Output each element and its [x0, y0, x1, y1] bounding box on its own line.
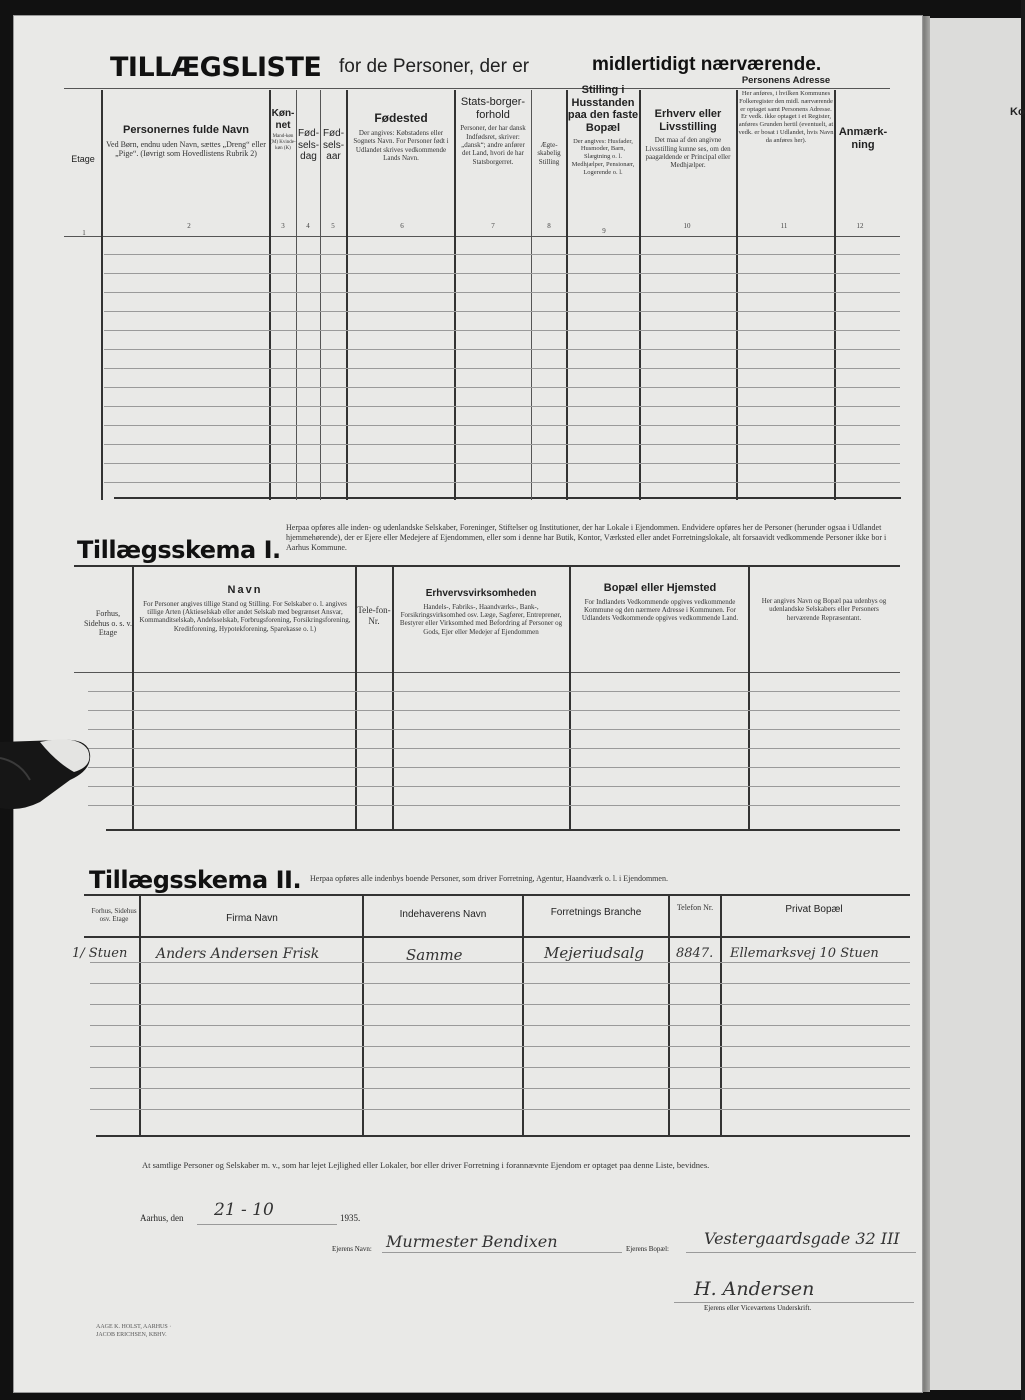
col-num: 9	[602, 227, 606, 235]
s1-col-telefon: Tele-fon-Nr.	[357, 605, 391, 626]
rule	[736, 90, 738, 500]
rule	[569, 567, 571, 831]
col-fodselsaar: Fød-sels-aar	[322, 128, 345, 162]
col-num: 3	[281, 222, 285, 230]
rule	[88, 710, 900, 711]
skema1-intro: Herpaa opføres alle inden- og udenlandske Selskaber, Foreninger, Stiftelser og Institutioner, der har Lokale i Ejendommen. Endvidere opføres her de Personer (herunder ogsaa i Udlandet hjemmehørende), der er Ejere eller Medejere af Ejendommen, eller som i denne har Butik, Kontor, Værksted eller andet Forretningslokale, alt forsaavidt vedkommende Personer ikke bor i Aarhus Kommune.	[286, 523, 887, 552]
rule	[104, 425, 900, 426]
rule	[64, 236, 900, 237]
s2-col-branche: Forretnings Branche	[550, 907, 642, 918]
skema1-title: Tillægsskema I.	[77, 536, 281, 564]
main-title: TILLÆGSLISTE	[110, 52, 322, 83]
col-fodested: Fødested Der angives: Købstadens eller Sognets Navn. For Personer født i Udlandet skrives vedkommende Lands Navn.	[353, 111, 449, 162]
col-erhverv: Erhverv eller Livsstilling Det maa af den angivne Livsstilling kunne ses, om den paagældende er Principal eller Medhjælper.	[645, 108, 731, 170]
s1-col-navn: Navn For Personer angives tillige Stand og Stilling. For Selskaber o. l. angives tillige Arten (Aktieselskab eller andet Selskab med begrænset Ansvar, Kommanditselskab, Andelsselskab, Forbrugsforening, Forsikringsforening, Kreditforening, Hypotekforening, Sparekasse o. l.)	[139, 584, 351, 633]
rule	[106, 829, 900, 831]
col-kon: Køn-net Mand-køn (M) Kvinde-køn (K)	[270, 108, 296, 151]
owner-address-hand: Vestergaardsgade 32 III	[704, 1229, 900, 1248]
skema2-intro: Herpaa opføres alle indenbys boende Personer, som driver Forretning, Agentur, Haandværk o. l. i Ejendommen.	[310, 874, 668, 883]
rule	[197, 1224, 337, 1225]
s1-col-repraesentant: Her angives Navn og Bopæl paa udenbys og udenlandske Selskabers eller Personers herværende Repræsentant.	[761, 597, 887, 622]
s2-row-indehaver: Samme	[406, 946, 463, 964]
rule	[362, 896, 364, 1137]
col-stilling: Stilling i Husstanden paa den faste Bopæl Der angives: Husfader, Husmoder, Barn, Slægtning o. l. Medhjælper, Pensionær, Logerende o. l.	[567, 84, 639, 176]
place-label: Aarhus, den	[140, 1213, 184, 1223]
col-num: 8	[547, 222, 551, 230]
rule	[104, 292, 900, 293]
rule	[88, 767, 900, 768]
s2-row-branche: Mejeriudsalg	[544, 944, 645, 962]
rule	[686, 1252, 916, 1253]
rule	[104, 368, 900, 369]
rule	[104, 406, 900, 407]
rule	[90, 962, 910, 963]
rule	[720, 896, 722, 1137]
declaration: At samtlige Personer og Selskaber m. v., som har lejet Lejlighed eller Lokaler, bor eller driver Forretning i forannævnte Ejendom er optaget paa denne Liste, bevidnes.	[142, 1160, 710, 1170]
rule	[101, 90, 103, 500]
rule	[84, 936, 910, 938]
col-anmaerkning: Anmærk-ning	[838, 126, 888, 151]
s2-row-bopael: Ellemarksvej 10 Stuen	[730, 946, 879, 961]
owner-name-label: Ejerens Navn:	[332, 1245, 372, 1253]
rule	[74, 672, 900, 673]
s2-col-telefon: Telefon Nr.	[676, 903, 714, 912]
col-num: 1	[82, 229, 86, 237]
col-etage: Etage	[71, 154, 95, 164]
rule	[382, 1252, 622, 1253]
col-num: 7	[491, 222, 495, 230]
s2-row-etage: 1/ Stuen	[72, 946, 128, 961]
rule	[90, 1088, 910, 1089]
s1-col-erhverv: Erhvervsvirksomheden Handels-, Fabriks-, Haandværks-, Bank-, Forsikringsvirksomhed osv. Læge, Sagfører, Entreprenør, Bestyrer eller Virksomhed med Befordring af Personer og Gods, Ejer eller Medejer af Ejendommen	[399, 588, 563, 636]
form-page	[14, 16, 922, 1392]
signature-label: Ejerens eller Viceværtens Underskrift.	[704, 1304, 812, 1312]
printer-mark: AAGE K. HOLST, AARHUS · JACOB ERICHSEN, KBHV.	[96, 1324, 172, 1338]
rule	[88, 786, 900, 787]
col-num: 5	[331, 222, 335, 230]
main-subtitle-b: midlertidigt nærværende.	[592, 54, 822, 75]
rule	[88, 805, 900, 806]
rule	[346, 90, 348, 500]
owner-address-label: Ejerens Bopæl:	[626, 1245, 669, 1253]
rule	[88, 748, 900, 749]
rule	[748, 567, 750, 831]
rule	[104, 349, 900, 350]
rule	[104, 444, 900, 445]
col-statsborger: Stats-borger-forhold Personer, der har dansk Indfødsret, skriver: „dansk“; andre anfører det Land, hvori de har Statsborgerret.	[460, 96, 526, 166]
col-navn: Personernes fulde Navn Ved Børn, endnu uden Navn, sættes „Dreng“ eller „Pige“. (Iøvrigt som Hovedlistens Rubrik 2)	[106, 124, 266, 159]
next-page-text: Ko	[1010, 106, 1025, 118]
col-num: 12	[856, 222, 864, 230]
rule	[90, 1067, 910, 1068]
rule	[90, 1109, 910, 1110]
year: 1935.	[340, 1213, 361, 1223]
rule	[90, 983, 910, 984]
main-subtitle-a: for de Personer, der er	[339, 56, 530, 77]
s1-col-bopael: Bopæl eller Hjemsted For Indlandets Vedkommende opgives vedkommende Kommune og den nærmere Adresse i Kommunen. For Udlandets Vedkommende opgives vedkommende Land.	[581, 582, 739, 623]
rule	[96, 1135, 910, 1137]
rule	[90, 1025, 910, 1026]
col-num: 10	[683, 222, 691, 230]
s1-col-etage: Forhus, Sidehus o. s. v. Etage	[84, 609, 132, 638]
rule	[104, 311, 900, 312]
rule	[84, 894, 910, 896]
signature-hand: H. Andersen	[694, 1278, 815, 1300]
rule	[88, 691, 900, 692]
s2-col-etage: Forhus, Sidehus osv. Etage	[91, 907, 137, 924]
rule	[88, 729, 900, 730]
col-num: 6	[400, 222, 404, 230]
rule	[132, 567, 134, 831]
col-adresse: Personens Adresse Her anføres, i hvilken Kommunes Folkeregister den midl. nærværende er optaget samt Personens Adresse. Er vedk. ikke optaget i et Register, anføres Grunden hertil (eventuelt, at vedk. er bosat i Udlandet, hvis Navn da anføres her).	[738, 75, 834, 144]
col-num: 2	[187, 222, 191, 230]
next-page-edge	[928, 18, 1025, 1390]
rule	[114, 497, 901, 499]
rule	[668, 896, 670, 1137]
s2-row-firma: Anders Andersen Frisk	[156, 946, 320, 962]
col-num: 11	[780, 222, 788, 230]
rule	[104, 254, 900, 255]
s2-row-telefon: 8847.	[676, 946, 714, 961]
date-hand: 21 - 10	[214, 1200, 274, 1220]
rule	[74, 565, 900, 567]
col-num: 4	[306, 222, 310, 230]
thumb-image	[0, 732, 92, 810]
rule	[522, 896, 524, 1137]
col-aegteskab: Ægte-skabelig Stilling	[537, 141, 561, 166]
s2-col-firma: Firma Navn	[226, 913, 278, 924]
rule	[90, 1004, 910, 1005]
s2-col-bopael: Privat Bopæl	[785, 904, 843, 915]
rule	[392, 567, 394, 831]
rule	[90, 1046, 910, 1047]
rule	[104, 387, 900, 388]
rule	[104, 330, 900, 331]
rule	[834, 90, 836, 500]
rule	[104, 482, 900, 483]
skema2-title: Tillægsskema II.	[89, 866, 302, 894]
owner-name-hand: Murmester Bendixen	[386, 1232, 558, 1251]
rule	[104, 273, 900, 274]
rule	[104, 463, 900, 464]
rule	[674, 1302, 914, 1303]
s2-col-indehaver: Indehaverens Navn	[399, 909, 487, 920]
rule	[139, 896, 141, 1137]
col-fodselsdag: Fød-sels-dag	[297, 128, 320, 162]
